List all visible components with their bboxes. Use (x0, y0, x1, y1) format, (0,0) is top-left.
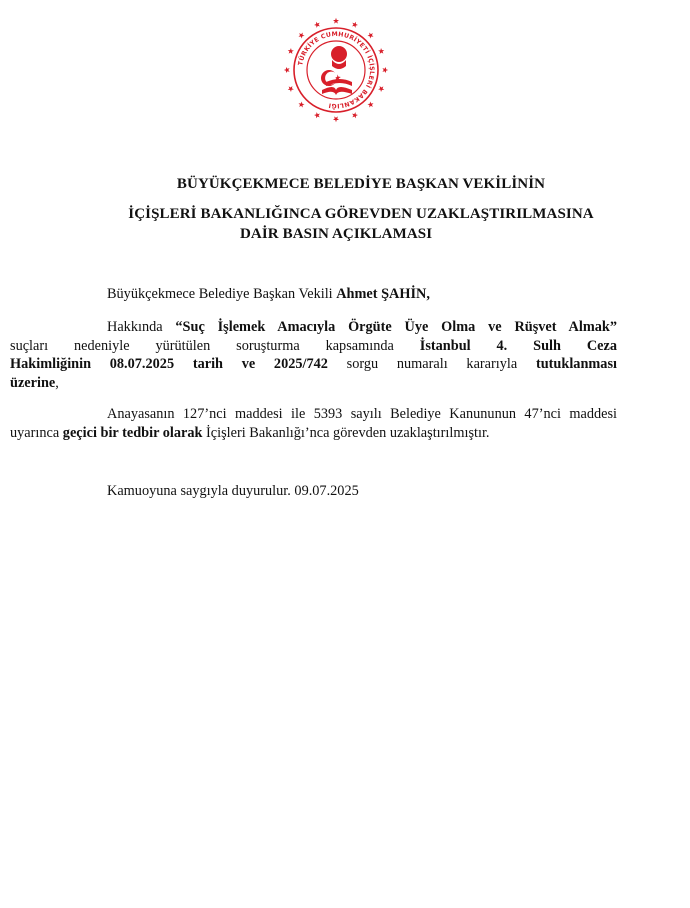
charges-intro: Hakkında (107, 319, 176, 335)
seal-star (382, 67, 388, 73)
seal-star (314, 22, 320, 28)
seal-star (299, 101, 305, 107)
ministry-seal-logo (282, 16, 390, 124)
seal-star (314, 112, 320, 118)
charges-line-3 (10, 355, 617, 374)
legal-line-2 (10, 424, 617, 443)
legal-wrap (10, 424, 617, 443)
charges-decision: Hakimliğinin 08.07.2025 tarih ve 2025/742 (10, 356, 328, 372)
charges-upon: üzerine (10, 374, 56, 391)
charges-investigation: suçları nedeniyle yürütülen soruşturma kapsamında (10, 337, 420, 354)
legal-dismissal: İçişleri Bakanlığı’nca görevden uzaklaştırılmıştır. (202, 424, 490, 441)
charges-comma: , (55, 374, 59, 391)
seal-star (299, 33, 305, 39)
seal-star (288, 86, 294, 92)
svg-text:TÜRKİYE CUMHURİYETİ İÇİŞLERİ B: TÜRKİYE CUMHURİYETİ İÇİŞLERİ BAKANLIĞI (297, 30, 376, 110)
seal-star (367, 101, 373, 107)
charges-crime-title: “Suç İşlemek Amacıyla Örgüte Üye Olma ve Rüşvet Almak” (175, 319, 618, 335)
legal-pursuant: uyarınca (10, 424, 63, 441)
seal-star (378, 48, 384, 54)
seal-star (284, 67, 290, 73)
seal-star (352, 22, 358, 28)
seal-star (378, 86, 384, 92)
charges-line-4 (10, 374, 617, 393)
charges-line-1 (107, 318, 617, 337)
paragraph-closing: Kamuoyuna saygıyla duyurulur. 09.07.2025 (107, 483, 359, 499)
paragraph-legal-basis (10, 405, 617, 442)
seal-star (352, 112, 358, 118)
addressee-text: Büyükçekmece Belediye Başkan Vekili (107, 286, 337, 302)
charges-line-2 (10, 337, 617, 356)
paragraph-charges (10, 318, 618, 392)
charges-decision-text: sorgu numaralı kararıyla (327, 356, 536, 372)
seal-star (288, 48, 294, 54)
charges-court: İstanbul 4. Sulh Ceza (419, 337, 617, 354)
heading-line-2: İÇİŞLERİ BAKANLIĞINCA GÖREVDEN UZAKLAŞTIRILMASINA (128, 206, 594, 222)
heading-line-3: DAİR BASIN AÇIKLAMASI (240, 226, 433, 242)
heading-line-1: BÜYÜKÇEKMECE BELEDİYE BAŞKAN VEKİLİNİN (176, 176, 546, 192)
seal-star (333, 18, 339, 24)
addressee-name: Ahmet ŞAHİN, (336, 286, 430, 302)
paragraph-addressee (107, 285, 617, 304)
charges-wrap (10, 337, 617, 393)
legal-temporary-measure: geçici bir tedbir olarak (62, 424, 203, 441)
legal-line-1: Anayasanın 127’nci maddesi ile 5393 sayılı Belediye Kanununun 47’nci maddesi (107, 406, 617, 422)
seal-star (367, 33, 373, 39)
charges-arrest: tutuklanması (535, 356, 617, 372)
seal-star (333, 116, 339, 122)
